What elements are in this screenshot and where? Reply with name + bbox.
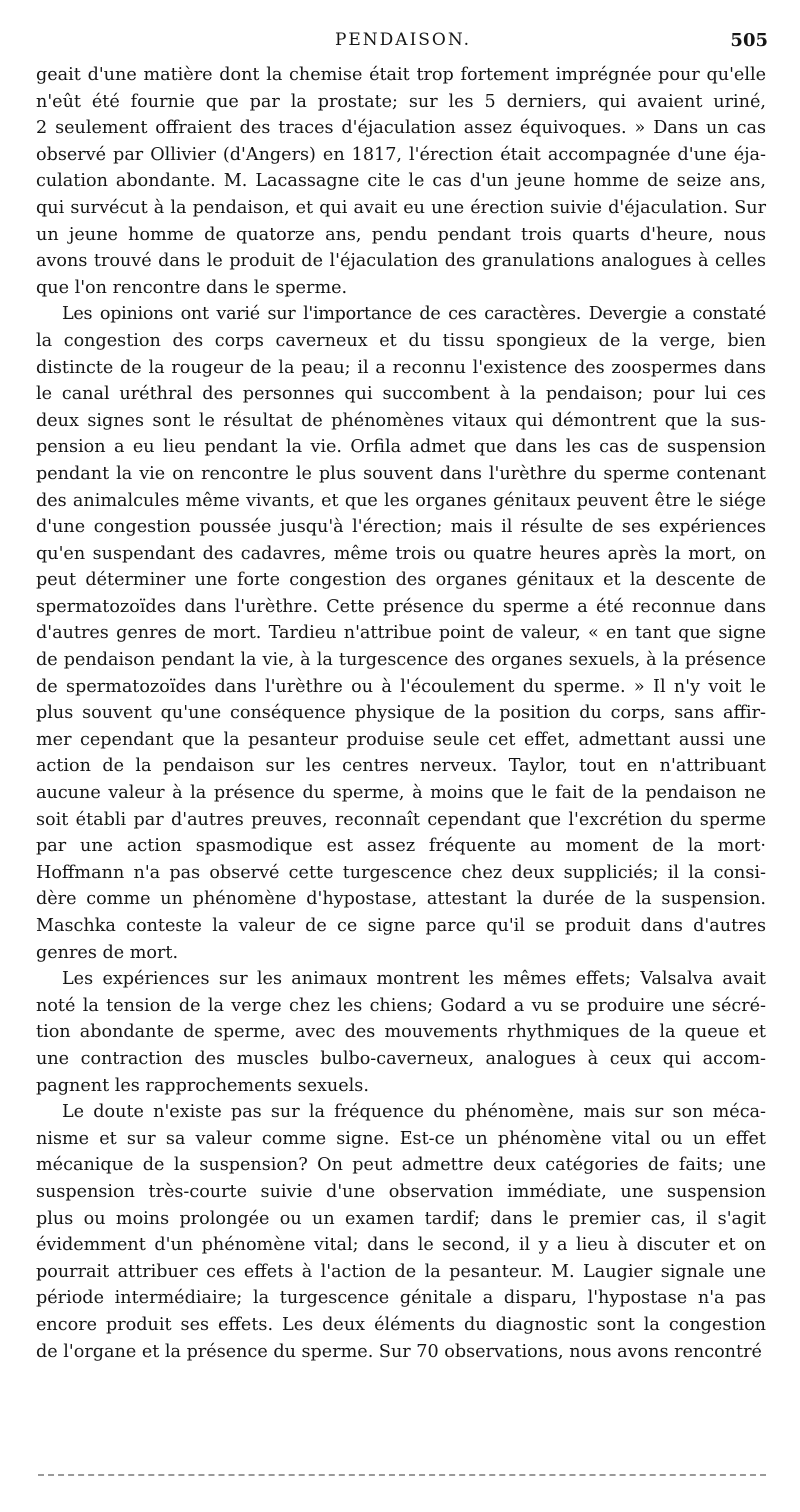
text-line: Hoffmann n'a pas observé cette turgescence chez deux suppliciés; il la consi- <box>36 862 766 883</box>
text-line: d'autres genres de mort. Tardieu n'attribue point de valeur, « en tant que signe <box>36 623 766 644</box>
page-header <box>38 30 768 58</box>
text-line: pagnent les rapprochements sexuels. <box>36 1075 369 1096</box>
text-line: la congestion des corps caverneux et du tissu spongieux de la verge, bien <box>36 330 766 351</box>
text-line: d'une congestion poussée jusqu'à l'érection; mais il résulte de ses expériences <box>36 517 766 538</box>
text-line: nisme et sur sa valeur comme signe. Est-ce un phénomène vital ou un effet <box>36 1128 766 1149</box>
body-text <box>36 62 766 1365</box>
text-line: le canal uréthral des personnes qui succombent à la pendaison; pour lui ces <box>36 384 766 405</box>
paragraph <box>36 966 766 1099</box>
text-line: Les opinions ont varié sur l'importance de ces caractères. Devergie a constaté <box>62 304 766 325</box>
running-title: PENDAISON. <box>334 30 472 50</box>
text-line: plus ou moins prolongée ou un examen tardif; dans le premier cas, il s'agit <box>36 1208 766 1229</box>
text-line: tion abondante de sperme, avec des mouvements rhythmiques de la queue et <box>36 1022 766 1043</box>
text-line: observé par Ollivier (d'Angers) en 1817, l'érection était accompagnée d'une éja- <box>36 144 766 165</box>
text-line: pourrait attribuer ces effets à l'action de la pesanteur. M. Laugier signale une <box>36 1261 766 1282</box>
text-line: que l'on rencontre dans le sperme. <box>36 277 348 298</box>
text-line: par une action spasmodique est assez fréquente au moment de la mort· <box>36 836 766 857</box>
text-line: geait d'une matière dont la chemise était trop fortement imprégnée pour qu'elle <box>36 65 766 85</box>
text-line: période intermédiaire; la turgescence génitale a disparu, l'hypostase n'a pas <box>36 1288 766 1309</box>
text-line: Maschka conteste la valeur de ce signe parce qu'il se produit dans d'autres <box>36 916 766 936</box>
text-line: évidemment d'un phénomène vital; dans le second, il y a lieu à discuter et on <box>36 1235 766 1256</box>
text-line: pendant la vie on rencontre le plus souvent dans l'urèthre du sperme contenant <box>36 463 766 484</box>
text-line: mécanique de la suspension? On peut admettre deux catégories de faits; une <box>36 1155 766 1176</box>
paragraph <box>36 62 766 301</box>
text-line: genres de mort. <box>36 942 179 963</box>
text-line: des animalcules même vivants, et que les organes génitaux peuvent être le siége <box>36 490 766 511</box>
text-line: qu'en suspendant des cadavres, même trois ou quatre heures après la mort, on <box>36 543 766 564</box>
text-line: avons trouvé dans le produit de l'éjaculation des granulations analogues à celles <box>36 251 766 272</box>
text-line: mer cependant que la pesanteur produise seule cet effet, admettant aussi une <box>36 729 766 750</box>
page-number: 505 <box>730 30 768 51</box>
text-line: noté la tension de la verge chez les chiens; Godard a vu se produire une sécré- <box>36 995 766 1016</box>
text-line: n'eût été fournie que par la prostate; sur les 5 derniers, qui avaient uriné, <box>36 91 766 112</box>
text-line: plus souvent qu'une conséquence physique de la position du corps, sans affir- <box>36 703 766 724</box>
text-line: dère comme un phénomène d'hypostase, attestant la durée de la suspension. <box>36 889 766 910</box>
text-line: distincte de la rougeur de la peau; il a reconnu l'existence des zoospermes dans <box>36 357 766 378</box>
paragraph <box>36 301 766 966</box>
text-line: 2 seulement offraient des traces d'éjaculation assez équivoques. » Dans un cas <box>36 118 766 139</box>
text-line: aucune valeur à la présence du sperme, à moins que le fait de la pendaison ne <box>36 783 766 804</box>
text-line: deux signes sont le résultat de phénomènes vitaux qui démontrent que la sus- <box>36 410 766 431</box>
text-line: soit établi par d'autres preuves, reconnaît cependant que l'excrétion du sperme <box>36 809 766 830</box>
text-line: culation abondante. M. Lacassagne cite le cas d'un jeune homme de seize ans, <box>36 171 766 192</box>
text-line: pension a eu lieu pendant la vie. Orfila admet que dans les cas de suspension <box>36 437 766 458</box>
text-line: peut déterminer une forte congestion des organes génitaux et la descente de <box>36 570 766 591</box>
paragraph <box>36 1099 766 1365</box>
text-line: Le doute n'existe pas sur la fréquence du phénomène, mais sur son méca- <box>62 1102 766 1123</box>
text-line: de l'organe et la présence du sperme. Sur 70 observations, nous avons rencontré <box>36 1341 762 1362</box>
text-line: de spermatozoïdes dans l'urèthre ou à l'écoulement du sperme. » Il n'y voit le <box>36 676 766 697</box>
footer-rule <box>38 1474 766 1478</box>
text-line: qui survécut à la pendaison, et qui avait eu une érection suivie d'éjaculation. Sur <box>36 197 766 218</box>
text-line: une contraction des muscles bulbo-caverneux, analogues à ceux qui accom- <box>36 1048 766 1069</box>
text-line: encore produit ses effets. Les deux éléments du diagnostic sont la congestion <box>36 1314 766 1335</box>
text-line: suspension très-courte suivie d'une observation immédiate, une suspension <box>36 1181 766 1202</box>
text-line: spermatozoïdes dans l'urèthre. Cette présence du sperme a été reconnue dans <box>36 596 766 617</box>
text-line: action de la pendaison sur les centres nerveux. Taylor, tout en n'attribuant <box>36 756 766 777</box>
text-line: de pendaison pendant la vie, à la turgescence des organes sexuels, à la présence <box>36 650 766 671</box>
text-line: un jeune homme de quatorze ans, pendu pendant trois quarts d'heure, nous <box>36 224 766 245</box>
text-line: Les expériences sur les animaux montrent les mêmes effets; Valsalva avait <box>62 969 766 990</box>
